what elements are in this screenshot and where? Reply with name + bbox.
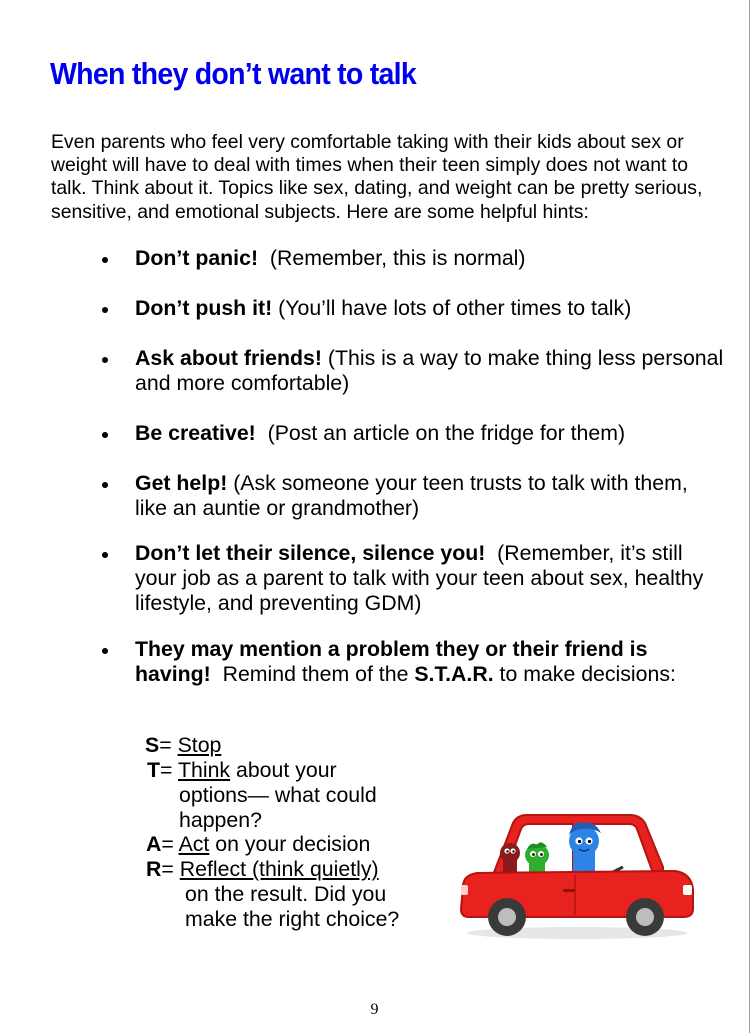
bullet-heading: Don’t push it! (135, 296, 273, 320)
star-word: Think (178, 758, 231, 782)
page-title: When they don’t want to talk (50, 56, 416, 91)
star-word: Stop (177, 733, 222, 757)
bullet-item-be-creative (135, 421, 725, 446)
star-equals: = (159, 733, 178, 757)
star-letter: S (145, 733, 160, 757)
bullet-heading: Get help! (135, 471, 228, 495)
intro-paragraph: Even parents who feel very comfortable taking with their kids about sex or weight will have to deal with times when their teen simply does not want to talk. Think about it. Topics like sex, dating, and weight can be pretty serious, sensitive, and emotional subjects. Here are some helpful hints: (51, 131, 703, 223)
star-line-a (146, 832, 370, 857)
star-line-r-continued: make the right choice? (185, 907, 400, 931)
bullet-item-dont-push (135, 296, 725, 321)
star-line-s (145, 733, 221, 758)
star-equals: = (161, 857, 180, 881)
star-line-r-continued: on the result. Did you (185, 882, 387, 906)
star-equals: = (161, 832, 179, 856)
bullet-text: (Remember, this is normal) (258, 246, 526, 270)
star-line-t-continued: options— what could (179, 783, 377, 807)
bullet-text: (Remember, it’s still your job as a parent to talk with your teen about sex, healthy lifestyle, and preventing GDM) (135, 541, 710, 615)
star-acronym: S.T.A.R. (414, 662, 494, 686)
bullet-item-dont-panic (135, 246, 725, 271)
star-word: Reflect (think quietly) (179, 857, 379, 881)
star-line-t-continued: happen? (179, 808, 262, 832)
bullet-item-dont-let-silence (135, 541, 710, 616)
star-word: Act (178, 832, 210, 856)
bullet-heading: They may mention a problem they or their friend is having! (135, 637, 648, 686)
bullet-text: (Post an article on the fridge for them) (255, 421, 626, 445)
star-equals: = (160, 758, 178, 782)
bullet-item-get-help (135, 471, 715, 521)
bullet-text: (You’ll have lots of other times to talk) (272, 296, 632, 320)
star-letter: R (146, 857, 162, 881)
star-line-r (146, 857, 379, 882)
star-line-t (147, 758, 337, 783)
bullet-heading: Be creative! (135, 421, 256, 445)
star-text: about your (230, 758, 337, 782)
star-text: on your decision (209, 832, 371, 856)
bullet-item-ask-about-friends (135, 346, 730, 396)
star-letter: A (146, 832, 162, 856)
page-edge-divider (749, 0, 750, 1033)
bullet-heading: Don’t let their silence, silence you! (135, 541, 486, 565)
bullet-text: (This is a way to make thing less personal and more comfortable) (135, 346, 730, 395)
page-number: 9 (370, 1001, 379, 1018)
bullet-heading: Don’t panic! (135, 246, 259, 270)
bullet-heading: Ask about friends! (135, 346, 322, 370)
star-letter: T (147, 758, 161, 782)
bullet-text: to make decisions: (493, 662, 676, 686)
bullet-text: (Ask someone your teen trusts to talk with them, like an auntie or grandmother) (135, 471, 694, 520)
bullet-item-mention-problem (135, 637, 695, 687)
bullet-text: Remind them of the (210, 662, 415, 686)
car-with-kids-icon (455, 805, 700, 945)
